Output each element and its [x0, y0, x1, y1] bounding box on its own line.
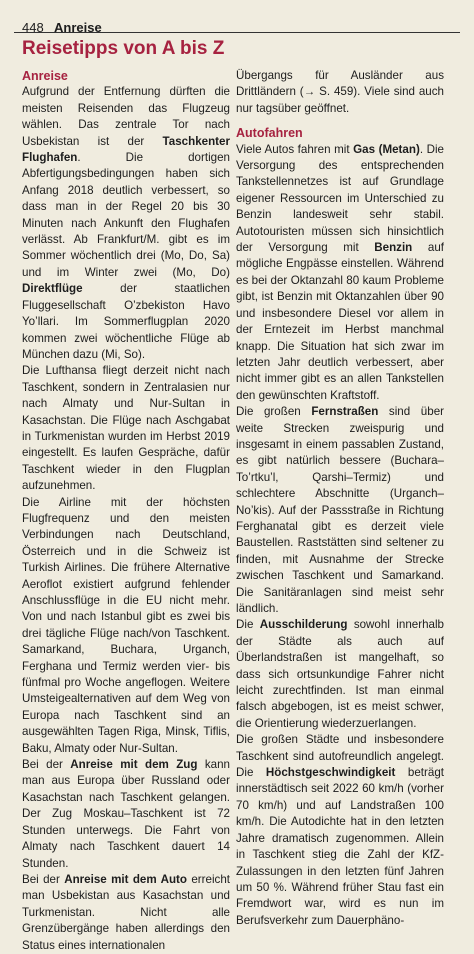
paragraph: Die Airline mit der höchsten Flugfrequenz und den meisten Verbindungen nach Deutschland, Österreich und in die Schweiz ist Turkish Airlines. Die frühere Alternative Aeroflot existiert aufgrund fehlender Anschlussflüge in die EU nicht mehr. Von und nach Istanbul gibt es zwei bis drei tägliche Flüge nach/von Taschkent. Samarkand, Buchara, Urganch, Ferghana und Termiz werden vier- bis fünfmal pro Woche angeflogen. Weitere Umsteigealternativen auf dem Weg von Europa nach Taschkent sind an ausgewählten Tagen Riga, Minsk, Tiflis, Baku, Almaty oder Nur-Sultan. — [22, 495, 230, 755]
page-number: 448 — [22, 20, 44, 35]
heading-anreise: Anreise — [22, 69, 68, 83]
heading-autofahren: Autofahren — [236, 126, 303, 141]
paragraph: Viele Autos fahren mit Gas (Metan). Die Versorgung des entsprechenden Tankstellennetzes ist auf Grundlage eigener Ressourcen im Unterschied zu Benzin landesweit sehr stabil. Autotouristen müssen sich hinsichtlich der Versorgung mit Benzin auf mögliche Engpässe einstellen. Während es bei der Oktanzahl 80 kaum Probleme gibt, ist Benzin mit Oktanzahlen über 90 und insbesondere Diesel vor allem in der Erntezeit im Herbst manchmal knapp. Die Situation hat sich zwar im letzten Jahr deutlich verbessert, aber nicht immer gibt es an allen Tankstellen den gewünschten Kraftstoff. — [236, 142, 444, 402]
paragraph: Bei der Anreise mit dem Auto erreicht man Usbekistan aus Kasachstan und Turkmenistan. Nicht alle Grenzübergänge haben allerdings den Status eines internationalen — [22, 872, 230, 952]
section-title: Reisetipps von A bis Z — [22, 38, 225, 59]
paragraph: Aufgrund der Entfernung dürften die meisten Reisenden das Flugzeug wählen. Das zentrale Tor nach Usbekistan ist der Taschkenter Flughafen. Die dortigen Abfertigungsbedingungen haben sich Anfang 2018 deutlich verbessert, so dass man in der Regel 20 bis 30 Minuten nach Ankunft den Flughafen verlässt. Ab Frankfurt/M. gibt es im Sommer wöchentlich drei (Mo, Do, Sa) und im Winter zwei (Mo, Do) Direktflüge der staatlichen Fluggesellschaft O’zbekiston Havo Yo’llari. Im Sommerflugplan 2020 kommen zwei wöchentliche Flüge ab München dazu (Mi, So). — [22, 85, 230, 361]
paragraph: Übergangs für Ausländer aus Drittländern (→ S. 459). Viele sind auch nur tagsüber geöffnet. — [236, 69, 444, 115]
paragraph: Bei der Anreise mit dem Zug kann man aus Europa über Russland oder Kasachstan nach Taschkent gelangen. Der Zug Moskau–Taschkent ist 72 Stunden unterwegs. Die Fahrt von Almaty nach Taschkent dauert 14 Stunden. — [22, 758, 230, 870]
paragraph: Die großen Fernstraßen sind über weite Strecken zweispurig und insgesamt in einem passablen Zustand, es gibt natürlich bessere (Buchara–To’rtku’l, Qarshi–Termiz) und schlechtere Abschnitte (Urganch–No’kis). Auf der Passstraße in Richtung Ferghanatal gibt es derzeit viele Baustellen. Raststätten sind seltener zu finden, mit Ausnahme der Strecke zwischen Taschkent und Samarkand. Die Sanitäranlagen sind meist sehr ländlich. — [236, 405, 445, 615]
paragraph: Die Lufthansa fliegt derzeit nicht nach Taschkent, sondern in Zentralasien nur nach Almaty und Nur-Sultan in Kasachstan. Die Flüge nach Aschgabat in Turkmenistan wurden im Herbst 2019 eingestellt. Es laufen Gespräche, dafür Taschkent wieder in den Flugplan aufzunehmen. — [22, 364, 230, 493]
paragraph: Die Ausschilderung sowohl innerhalb der Städte als auch auf Überlandstraßen ist mangelhaft, so dass sich ortsunkundige Fahrer nicht leicht zurechtfinden. Ist man einmal falsch abgebogen, ist es meist schwer, die Orientierung wiederzuerlangen. — [236, 618, 444, 730]
left-column — [22, 68, 230, 954]
paragraph: Die großen Städte und insbesondere Taschkent sind autofreundlich angelegt. Die Höchstgeschwindigkeit beträgt innerstädtisch seit 2022 60 km/h (vorher 70 km/h) und auf Landstraßen 100 km/h. Die Autodichte hat in den letzten Jahre dramatisch zugenommen. Allein in Taschkent stieg die Zahl der KfZ-Zulassungen in den letzten fünf Jahren um 50 %. Während früher Stau fast ein Fremdwort war, wird es nun im Berufsverkehr zum Dauerphäno- — [236, 733, 444, 927]
right-column — [236, 68, 444, 929]
running-title: Anreise — [54, 20, 102, 35]
